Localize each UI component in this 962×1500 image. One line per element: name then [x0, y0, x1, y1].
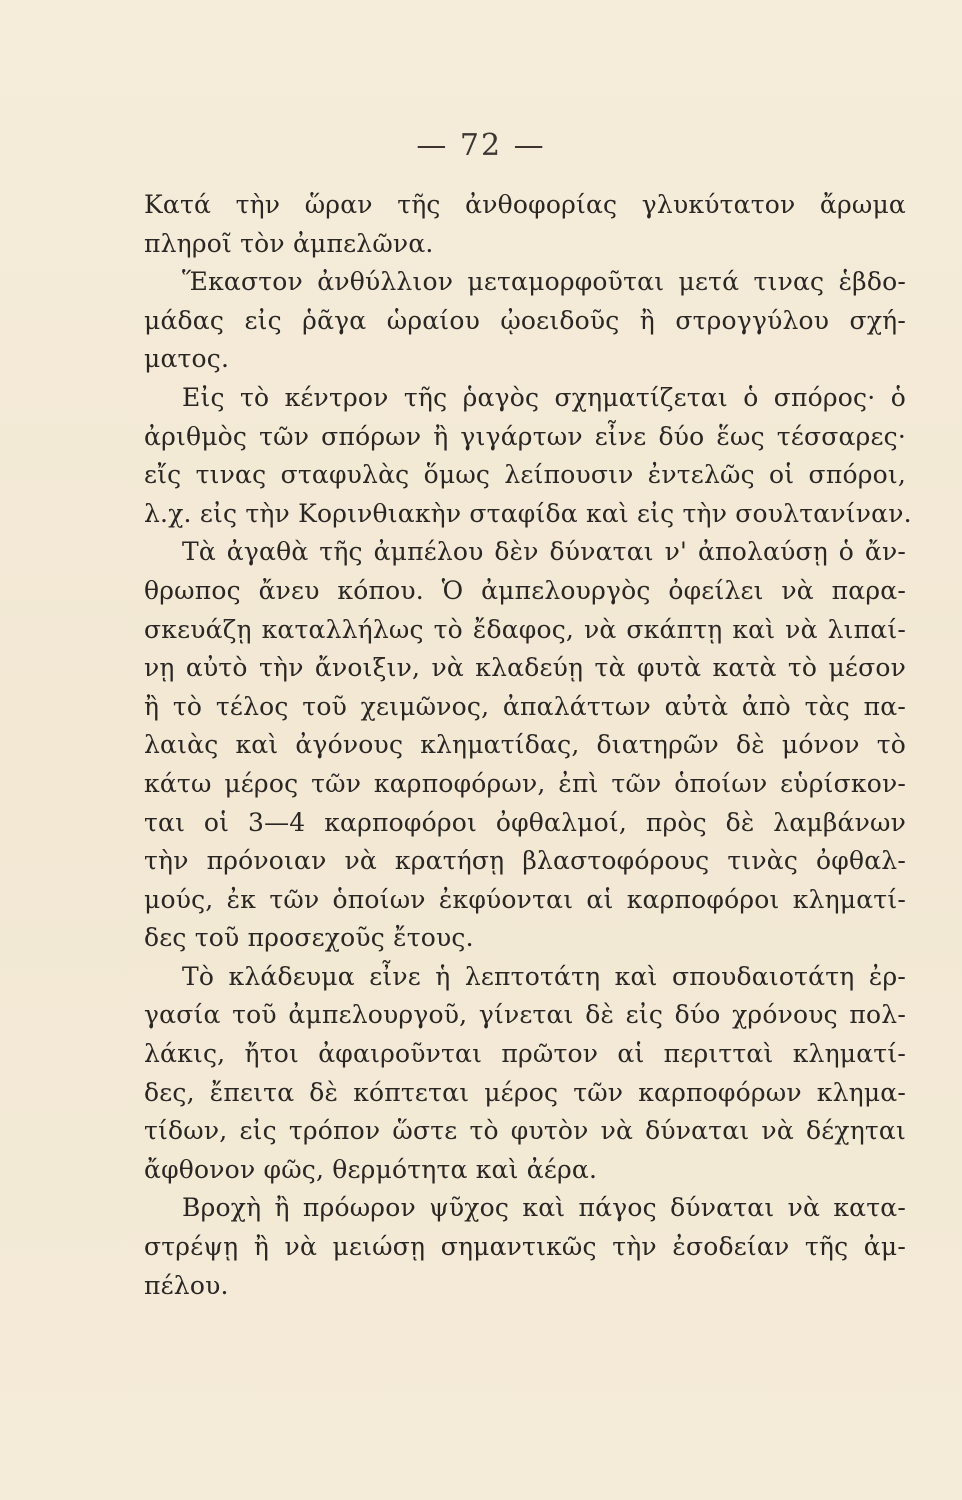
page-number: — 72 —: [416, 128, 546, 163]
text-line: Εἰς τὸ κέντρον τῆς ῥαγὸς σχηματίζεται ὁ σπόρος· ὁ: [182, 382, 906, 412]
text-line: λαιὰς καὶ ἀγόνους κληματίδας, διατηρῶν δὲ μόνον τὸ: [144, 730, 906, 760]
text-line: ἀριθμὸς τῶν σπόρων ἢ γιγάρτων εἶνε δύο ἕως τέσσαρες·: [144, 421, 906, 451]
text-line: Τὰ ἀγαθὰ τῆς ἀμπέλου δὲν δύναται ν' ἀπολαύσῃ ὁ ἄν-: [182, 537, 906, 567]
text-line: δες τοῦ προσεχοῦς ἔτους.: [144, 923, 474, 953]
text-line: Κατά τὴν ὥραν τῆς ἀνθοφορίας γλυκύτατον ἄρωμα: [144, 190, 906, 219]
text-line: πέλου.: [144, 1270, 229, 1300]
text-line: Ἕκαστον ἀνθύλλιον μεταμορφοῦται μετά τινας ἑβδο-: [182, 267, 906, 297]
body-text: [144, 186, 912, 1305]
text-line: γασία τοῦ ἀμπελουργοῦ, γίνεται δὲ εἰς δύο χρόνους πολ-: [144, 1000, 906, 1030]
text-line: μάδας εἰς ῥᾶγα ὡραίου ᾠοειδοῦς ἢ στρογγύλου σχή-: [144, 305, 906, 335]
text-line: θρωπος ἄνευ κόπου. Ὁ ἀμπελουργὸς ὀφείλει νὰ παρα-: [144, 575, 906, 605]
text-line: τὴν πρόνοιαν νὰ κρατήσῃ βλαστοφόρους τινὰς ὀφθαλ-: [144, 846, 906, 876]
text-line: σκευάζῃ καταλλήλως τὸ ἔδαφος, νὰ σκάπτῃ καὶ νὰ λιπαί-: [144, 614, 906, 644]
text-line: δες, ἔπειτα δὲ κόπτεται μέρος τῶν καρποφόρων κλημα-: [144, 1077, 906, 1107]
text-line: Βροχὴ ἢ πρόωρον ψῦχος καὶ πάγος δύναται νὰ κατα-: [182, 1193, 906, 1223]
text-line: πληροῖ τὸν ἀμπελῶνα.: [144, 228, 434, 258]
text-line: κάτω μέρος τῶν καρποφόρων, ἐπὶ τῶν ὁποίων εὑρίσκον-: [144, 768, 906, 798]
text-line: ἢ τὸ τέλος τοῦ χειμῶνος, ἀπαλάττων αὐτὰ ἀπὸ τὰς πα-: [144, 691, 906, 721]
text-line: στρέψῃ ἢ νὰ μειώσῃ σημαντικῶς τὴν ἐσοδείαν τῆς ἀμ-: [144, 1232, 906, 1262]
text-line: ἄφθονον φῶς, θερμότητα καὶ ἀέρα.: [144, 1154, 598, 1184]
text-line: ται οἱ 3—4 καρποφόροι ὀφθαλμοί, πρὸς δὲ λαμβάνων: [144, 807, 906, 837]
text-line: εἴς τινας σταφυλὰς ὅμως λείπουσιν ἐντελῶς οἱ σπόροι,: [144, 460, 906, 490]
text-line: λ.χ. εἰς τὴν Κορινθιακὴν σταφίδα καὶ εἰς τὴν σουλτανίναν.: [144, 498, 912, 528]
text-line: νῃ αὐτὸ τὴν ἄνοιξιν, νὰ κλαδεύῃ τὰ φυτὰ κατὰ τὸ μέσον: [144, 653, 906, 683]
text-line: ματος.: [144, 344, 230, 374]
text-line: τίδων, εἰς τρόπον ὥστε τὸ φυτὸν νὰ δύναται νὰ δέχηται: [144, 1116, 906, 1146]
text-line: μούς, ἐκ τῶν ὁποίων ἐκφύονται αἱ καρποφόροι κληματί-: [144, 884, 906, 914]
text-line: Τὸ κλάδευμα εἶνε ἡ λεπτοτάτη καὶ σπουδαιοτάτη ἐρ-: [182, 961, 906, 991]
text-line: λάκις, ἤτοι ἀφαιροῦνται πρῶτον αἱ περιτταὶ κληματί-: [144, 1039, 906, 1069]
